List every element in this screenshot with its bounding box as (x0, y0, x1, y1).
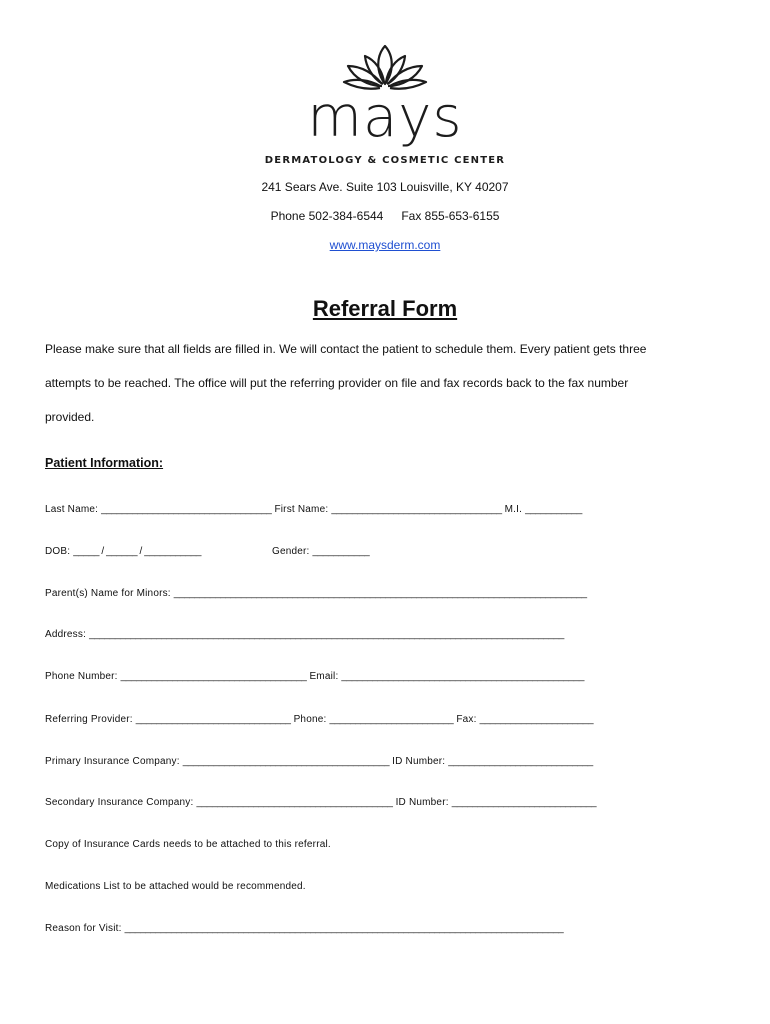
dob-row (45, 546, 201, 557)
email-field[interactable]: _______________________________________________ (341, 671, 584, 682)
gender-field[interactable]: ___________ (312, 546, 370, 557)
website-row (0, 238, 770, 252)
website-link[interactable]: www.maysderm.com (329, 238, 441, 252)
secondary-id-field[interactable]: ____________________________ (451, 797, 597, 808)
reason-field[interactable]: _____________________________________________________________________________________ (124, 923, 564, 934)
gender-label: Gender: (272, 546, 310, 557)
address-field[interactable]: ____________________________________________________________________________________________ (89, 629, 564, 640)
first-name-field[interactable]: _________________________________ (331, 504, 502, 515)
parents-row (45, 588, 587, 599)
intro-line-2: attempts to be reached. The office will put the referring provider on file and fax records back to the fax number (45, 376, 629, 390)
secondary-insurance-field[interactable]: ______________________________________ (196, 797, 393, 808)
referring-fax-label: Fax: (456, 714, 477, 725)
referring-provider-label: Referring Provider: (45, 714, 133, 725)
referring-phone-field[interactable]: ________________________ (329, 714, 454, 725)
lotus-logo-icon (0, 44, 770, 150)
practice-address: 241 Sears Ave. Suite 103 Louisville, KY 40207 (261, 180, 509, 194)
intro-line-1: Please make sure that all fields are filled in. We will contact the patient to schedule them. Every patient gets three (45, 342, 647, 356)
secondary-id-label: ID Number: (395, 797, 449, 808)
intro-line-3: provided. (45, 410, 95, 424)
insurance-cards-note: Copy of Insurance Cards needs to be attached to this referral. (45, 839, 331, 850)
referring-phone-label: Phone: (293, 714, 327, 725)
secondary-insurance-row (45, 797, 596, 808)
last-name-field[interactable]: _________________________________ (101, 504, 272, 515)
secondary-insurance-label: Secondary Insurance Company: (45, 797, 194, 808)
practice-fax: Fax 855-653-6155 (401, 209, 500, 223)
referring-fax-field[interactable]: ______________________ (479, 714, 594, 725)
address-row (45, 629, 564, 640)
phone-number-field[interactable]: ____________________________________ (120, 671, 307, 682)
referring-row (45, 714, 593, 725)
parents-field[interactable]: ________________________________________________________________________________ (173, 588, 587, 599)
logo-wordmark: mays (307, 85, 463, 150)
dob-label: DOB: (45, 546, 71, 557)
middle-initial-label: M.I. (504, 504, 523, 515)
primary-insurance-row (45, 756, 593, 767)
primary-id-field[interactable]: ____________________________ (448, 756, 593, 767)
page-title: Referral Form (312, 296, 458, 321)
email-label: Email: (309, 671, 339, 682)
logo-subtitle: DERMATOLOGY & COSMETIC CENTER (264, 155, 506, 166)
practice-contact (0, 209, 770, 223)
reason-label: Reason for Visit: (45, 923, 122, 934)
primary-id-label: ID Number: (392, 756, 446, 767)
parents-label: Parent(s) Name for Minors: (45, 588, 171, 599)
last-name-label: Last Name: (45, 504, 99, 515)
patient-information-heading: Patient Information: (45, 456, 164, 470)
gender-row (272, 546, 369, 557)
address-label: Address: (45, 629, 87, 640)
phone-number-label: Phone Number: (45, 671, 118, 682)
phone-email-row (45, 671, 584, 682)
primary-insurance-field[interactable]: ________________________________________ (182, 756, 390, 767)
reason-row (45, 923, 563, 934)
first-name-label: First Name: (274, 504, 329, 515)
referring-provider-field[interactable]: ______________________________ (135, 714, 291, 725)
medications-note: Medications List to be attached would be recommended. (45, 881, 306, 892)
practice-phone: Phone 502-384-6544 (270, 209, 384, 223)
primary-insurance-label: Primary Insurance Company: (45, 756, 180, 767)
dob-field[interactable]: _____ / ______ / ___________ (73, 546, 202, 557)
name-row (45, 504, 582, 515)
middle-initial-field[interactable]: ___________ (525, 504, 582, 515)
